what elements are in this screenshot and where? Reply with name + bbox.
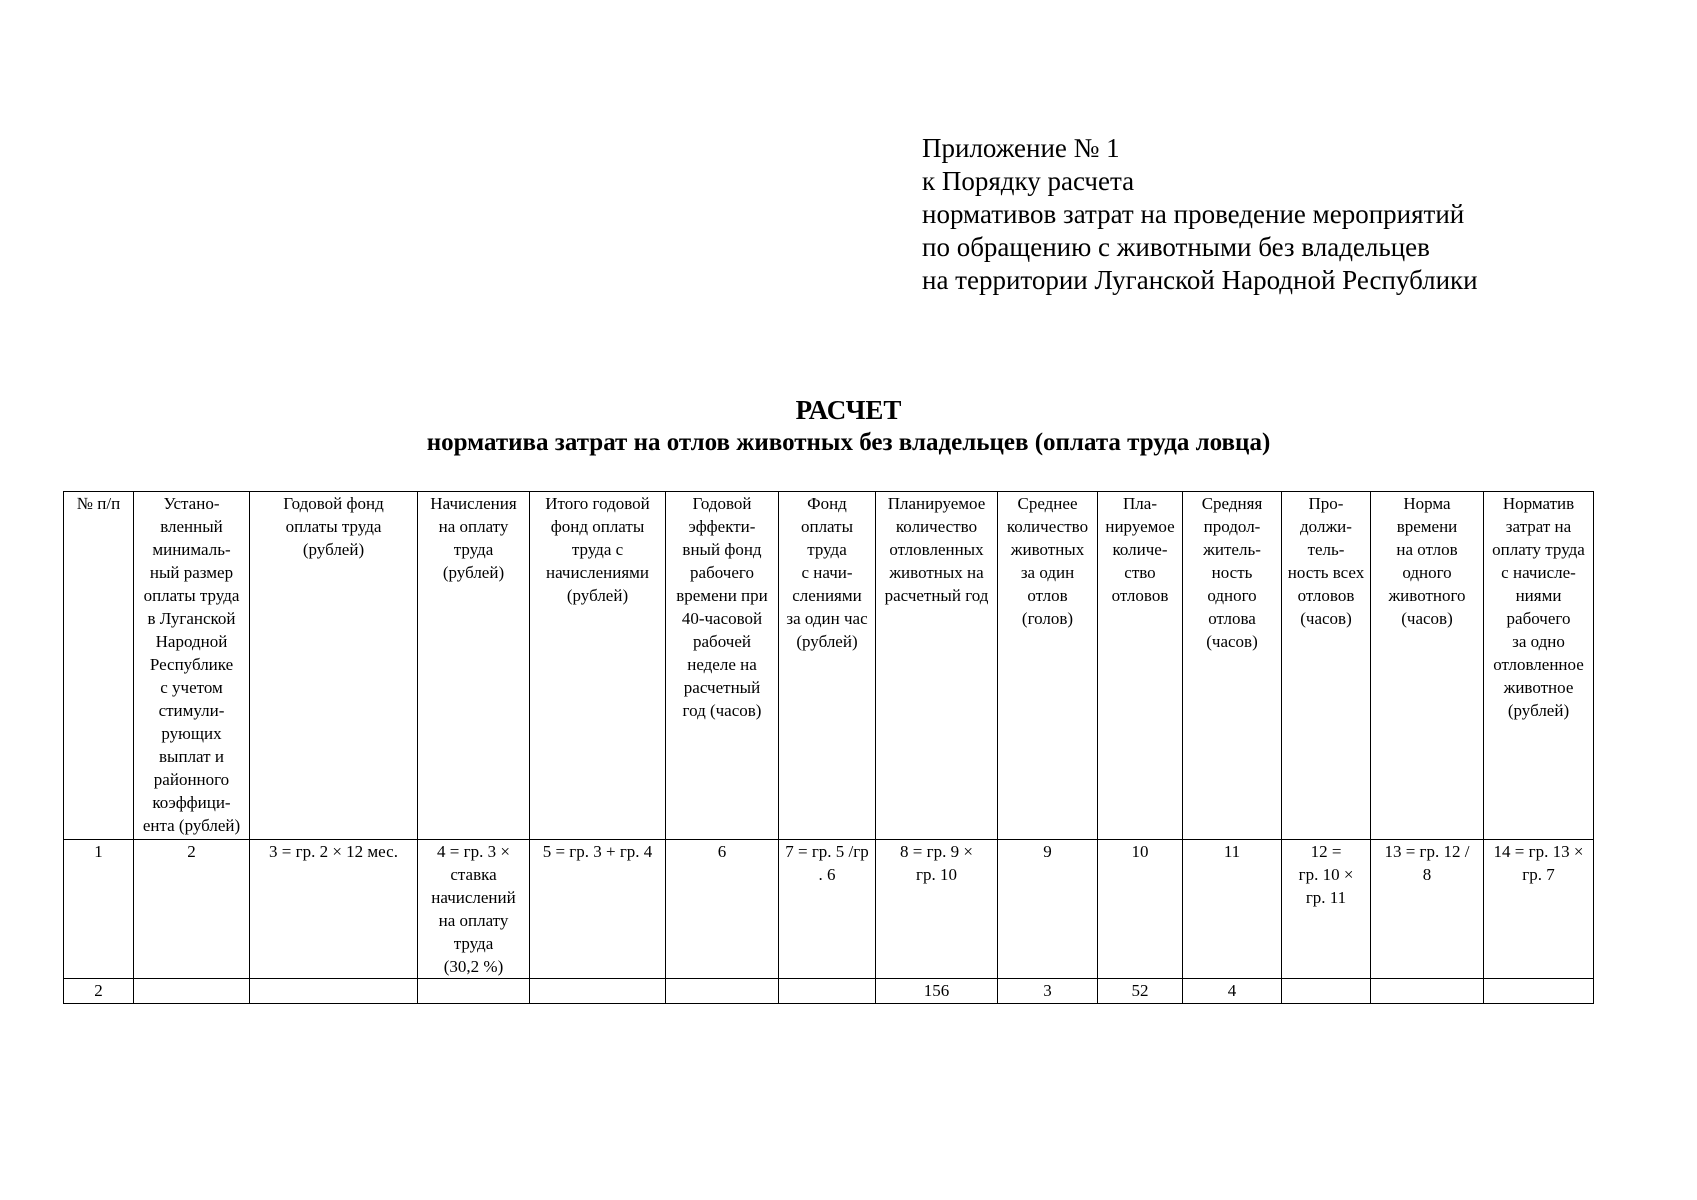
value-cell: [250, 979, 418, 1004]
value-cell: 2: [64, 979, 134, 1004]
appendix-line: к Порядку расчета: [922, 166, 1135, 196]
formula-cell: 1: [64, 840, 134, 979]
header-cell: Пла- нируемое количе- ство отловов: [1098, 492, 1183, 840]
header-cell: № п/п: [64, 492, 134, 840]
calculation-table: [63, 491, 1594, 1004]
value-cell: [1484, 979, 1594, 1004]
formula-cell: 3 = гр. 2 × 12 мес.: [250, 840, 418, 979]
appendix-line: нормативов затрат на проведение мероприятий: [922, 199, 1465, 229]
formula-cell: 11: [1183, 840, 1282, 979]
header-cell: Планируемое количество отловленных животных на расчетный год: [876, 492, 998, 840]
value-cell: 3: [998, 979, 1098, 1004]
formula-cell: 6: [666, 840, 779, 979]
document-title: РАСЧЕТ: [795, 395, 902, 425]
formula-cell: 14 = гр. 13 × гр. 7: [1484, 840, 1594, 979]
formula-cell: 2: [134, 840, 250, 979]
header-cell: Устано- вленный минималь- ный размер оплаты труда в Луганской Народной Республике с учетом стимули- рующих выплат и районного коэффици- ента (рублей): [134, 492, 250, 840]
formula-cell: 4 = гр. 3 × ставка начислений на оплату труда (30,2 %): [418, 840, 530, 979]
header-cell: Фонд оплаты труда с начи- слениями за один час (рублей): [779, 492, 876, 840]
table-header-row: [64, 492, 1594, 840]
header-cell: Среднее количество животных за один отлов (голов): [998, 492, 1098, 840]
value-cell: [1282, 979, 1371, 1004]
formula-cell: 13 = гр. 12 / 8: [1371, 840, 1484, 979]
table-value-row: [64, 979, 1594, 1004]
formula-cell: 12 = гр. 10 × гр. 11: [1282, 840, 1371, 979]
value-cell: [666, 979, 779, 1004]
appendix-line: по обращению с животными без владельцев: [922, 232, 1430, 262]
appendix-line: Приложение № 1: [922, 133, 1120, 163]
formula-cell: 10: [1098, 840, 1183, 979]
value-cell: [779, 979, 876, 1004]
header-cell: Норма времени на отлов одного животного (часов): [1371, 492, 1484, 840]
formula-cell: 5 = гр. 3 + гр. 4: [530, 840, 666, 979]
value-cell: [530, 979, 666, 1004]
header-cell: Итого годовой фонд оплаты труда с начислениями (рублей): [530, 492, 666, 840]
value-cell: 4: [1183, 979, 1282, 1004]
value-cell: [1371, 979, 1484, 1004]
header-cell: Про- должи- тель- ность всех отловов (часов): [1282, 492, 1371, 840]
value-cell: 52: [1098, 979, 1183, 1004]
formula-cell: 7 = гр. 5 /гр . 6: [779, 840, 876, 979]
header-cell: Годовой эффекти- вный фонд рабочего времени при 40-часовой рабочей неделе на расчетный год (часов): [666, 492, 779, 840]
header-cell: Годовой фонд оплаты труда (рублей): [250, 492, 418, 840]
appendix-block: [922, 132, 1478, 297]
header-cell: Средняя продол- житель- ность одного отлова (часов): [1183, 492, 1282, 840]
formula-cell: 9: [998, 840, 1098, 979]
value-cell: [134, 979, 250, 1004]
value-cell: 156: [876, 979, 998, 1004]
header-cell: Норматив затрат на оплату труда с начисле- ниями рабочего за одно отловленное животное (рублей): [1484, 492, 1594, 840]
header-cell: Начисления на оплату труда (рублей): [418, 492, 530, 840]
formula-cell: 8 = гр. 9 × гр. 10: [876, 840, 998, 979]
appendix-line: на территории Луганской Народной Республики: [922, 265, 1478, 295]
document-subtitle: норматива затрат на отлов животных без владельцев (оплата труда ловца): [426, 429, 1271, 456]
value-cell: [418, 979, 530, 1004]
table-formula-row: [64, 840, 1594, 979]
